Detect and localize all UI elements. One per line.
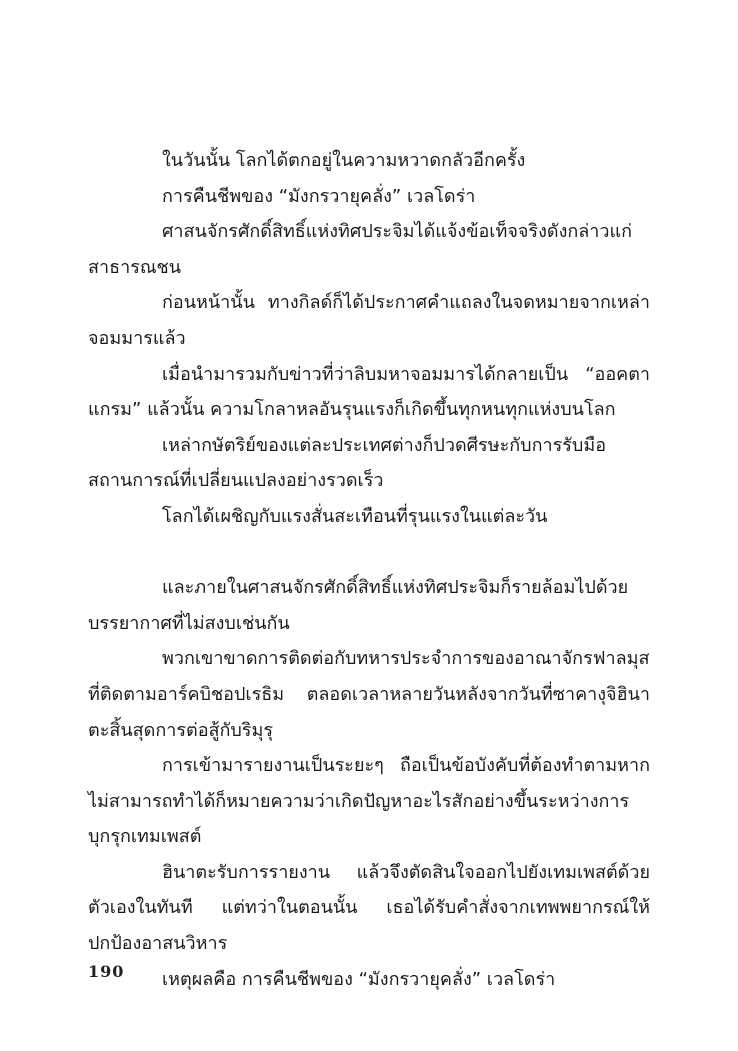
- paragraph: ก่อนหน้านั้น ทางกิลด์ก็ได้ประกาศคำแถลงในจดหมายจากเหล่าจอมมารแล้ว: [88, 292, 650, 349]
- paragraph: ในวันนั้น โลกได้ตกอยู่ในความหวาดกลัวอีกครั้ง: [162, 150, 526, 171]
- body-text: [88, 143, 650, 997]
- paragraph: และภายในศาสนจักรศักดิ์สิทธิ์แห่งทิศประจิมก็รายล้อมไปด้วยบรรยากาศที่ไม่สงบเช่นกัน: [88, 577, 629, 634]
- paragraph: ศาสนจักรศักดิ์สิทธิ์แห่งทิศประจิมได้แจ้งข้อเท็จจริงดังกล่าวแก่สาธารณชน: [88, 221, 632, 278]
- paragraph: เมื่อนำมารวมกับข่าวที่ว่าลิบมหาจอมมารได้กลายเป็น “ออคตาแกรม” แล้วนั้น ความโกลาหลอันรุนแรงก็เกิดขึ้นทุกหนทุกแห่งบนโลก: [88, 363, 650, 421]
- paragraph: เหล่ากษัตริย์ของแต่ละประเทศต่างก็ปวดศีรษะกับการรับมือสถานการณ์ที่เปลี่ยนแปลงอย่างรวดเร็ว: [88, 434, 607, 492]
- paragraph: ฮินาตะรับการรายงาน แล้วจึงตัดสินใจออกไปยังเทมเพสต์ด้วยตัวเองในทันที แต่ทว่าในตอนนั้น เธอได้รับคำสั่งจากเทพพยากรณ์ให้ปกป้องอาสนวิหาร: [88, 861, 650, 955]
- paragraph: โลกได้เผชิญกับแรงสั่นสะเทือนที่รุนแรงในแต่ละวัน: [162, 505, 548, 527]
- paragraph: เหตุผลคือ การคืนชีพของ “มังกรวายุคลั่ง” เวลโดร่า: [162, 968, 556, 990]
- paragraph: การเข้ามารายงานเป็นระยะๆ ถือเป็นข้อบังคับที่ต้องทำตามหากไม่สามารถทำได้ก็หมายความว่าเกิดปัญหาอะไรสักอย่างขึ้นระหว่างการบุกรุกเทมเพสต์: [88, 755, 650, 848]
- page-number: 190: [88, 962, 125, 981]
- paragraph: พวกเขาขาดการติดต่อกับทหารประจำการของอาณาจักรฟาลมุสที่ติดตามอาร์คบิชอปเรธิม ตลอดเวลาหลายวันหลังจากวันที่ซาคางุจิฮินาตะสิ้นสุดการต่อสู้กับริมุรุ: [88, 648, 650, 741]
- paragraph: การคืนชีพของ “มังกรวายุคลั่ง” เวลโดร่า: [162, 185, 476, 207]
